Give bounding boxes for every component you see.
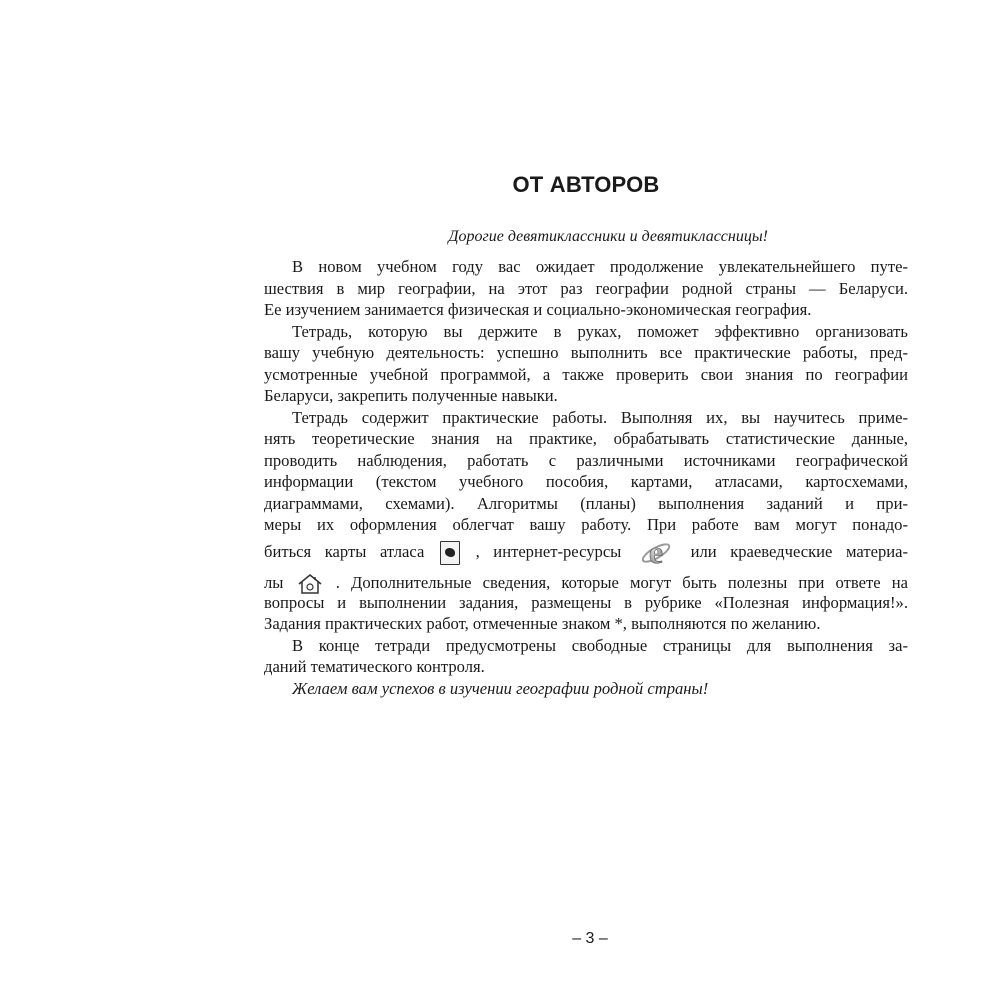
text-line: вопросы и выполнении задания, размещены в рубрике «Полезная информация!». [264, 592, 908, 612]
text-line: Беларуси, закрепить полученные навыки. [264, 386, 558, 405]
text-fragment: лы [264, 572, 284, 592]
text-line-with-icons [264, 535, 909, 570]
text-line: шествия в мир географии, на этот раз географии родной страны — Беларуси. [264, 278, 908, 298]
text-line: Задания практических работ, отмеченные знаком *, выполняются по желанию. [264, 614, 821, 633]
text-line: вашу учебную деятельность: успешно выполнить все практические работы, пред- [264, 343, 908, 362]
closing-line: Желаем вам успехов в изучении географии родной страны! [292, 678, 709, 698]
text-line: даний тематического контроля. [264, 657, 485, 676]
text-line: Тетрадь содержит практические работы. Выполняя их, вы научитесь приме- [292, 407, 908, 427]
text-fragment: или краеведческие материа- [690, 541, 909, 561]
page-number: – 3 – [572, 930, 608, 947]
body-text [264, 256, 908, 699]
internet-explorer-icon [639, 536, 673, 570]
text-line: нять теоретические знания на практике, обрабатывать статистические данные, [264, 429, 908, 448]
text-fragment: биться карты атласа [264, 541, 425, 561]
text-line: информации (текстом учебного пособия, картами, атласами, картосхемами, [264, 472, 908, 491]
text-line: меры их оформления облегчат вашу работу. При работе вам могут понадо- [264, 515, 908, 534]
page-title: ОТ АВТОРОВ [512, 172, 660, 197]
svg-text:e: e [648, 535, 664, 570]
text-line: В конце тетради предусмотрены свободные страницы для выполнения за- [292, 635, 908, 655]
greeting: Дорогие девятиклассники и девятиклассницы! [448, 228, 768, 245]
text-line: В новом учебном году вас ожидает продолжение увлекательнейшего путе- [292, 257, 908, 276]
house-icon [297, 573, 323, 595]
atlas-icon [440, 541, 460, 565]
text-line: диаграммами, схемами). Алгоритмы (планы) выполнения заданий и при- [264, 493, 908, 513]
text-line-with-icons [264, 566, 908, 592]
text-line: проводить наблюдения, работать с различными источниками географической [264, 450, 908, 470]
text-line: Тетрадь, которую вы держите в руках, поможет эффективно организовать [292, 321, 908, 341]
text-fragment: . Дополнительные сведения, которые могут быть полезны при ответе на [335, 572, 908, 592]
text-line: Ее изучением занимается физическая и социально-экономическая география. [264, 300, 812, 319]
text-line: усмотренные учебной программой, а также проверить свои знания по географии [264, 364, 908, 384]
text-fragment: , интернет-ресурсы [475, 541, 622, 561]
